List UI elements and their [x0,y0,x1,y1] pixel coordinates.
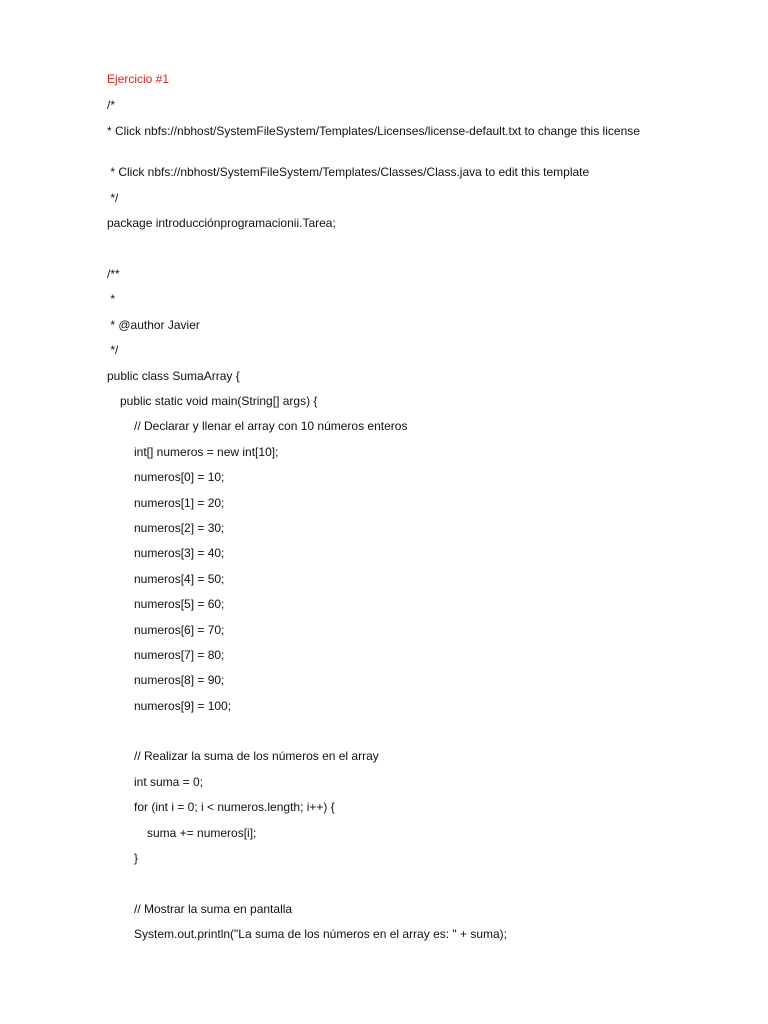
code-line: int[] numeros = new int[10]; [134,445,279,459]
code-line: /* [107,98,116,112]
code-line: numeros[8] = 90; [134,673,225,687]
code-line: numeros[0] = 10; [134,470,225,484]
code-line: for (int i = 0; i < numeros.length; i++) { [134,800,335,814]
code-line: */ [107,343,119,357]
code-line: * @author Javier [107,318,200,332]
code-line: // Declarar y llenar el array con 10 números enteros [134,419,408,433]
code-line: numeros[1] = 20; [134,496,225,510]
code-line: int suma = 0; [134,775,204,789]
code-line: package introducciónprogramacionii.Tarea; [107,216,336,230]
code-line: // Realizar la suma de los números en el array [134,749,379,763]
code-line: numeros[7] = 80; [134,648,225,662]
code-line: * Click nbfs://nbhost/SystemFileSystem/Templates/Licenses/license-default.txt to change this license [107,124,640,138]
code-line: numeros[6] = 70; [134,623,225,637]
code-line: */ [107,191,119,205]
code-line: } [134,851,139,865]
code-line: public static void main(String[] args) { [120,394,318,408]
code-line: numeros[2] = 30; [134,521,225,535]
code-line: numeros[4] = 50; [134,572,225,586]
code-line: numeros[9] = 100; [134,699,232,713]
code-line: * [107,292,116,306]
code-line: numeros[5] = 60; [134,597,225,611]
code-line: public class SumaArray { [107,369,240,383]
code-line: /** [107,267,120,281]
code-line: * Click nbfs://nbhost/SystemFileSystem/Templates/Classes/Class.java to edit this template [107,165,590,179]
code-line: // Mostrar la suma en pantalla [134,902,293,916]
code-line: System.out.println("La suma de los números en el array es: " + suma); [134,927,508,941]
code-line: numeros[3] = 40; [134,546,225,560]
code-line: suma += numeros[i]; [147,826,257,840]
exercise-heading: Ejercicio #1 [107,72,170,86]
